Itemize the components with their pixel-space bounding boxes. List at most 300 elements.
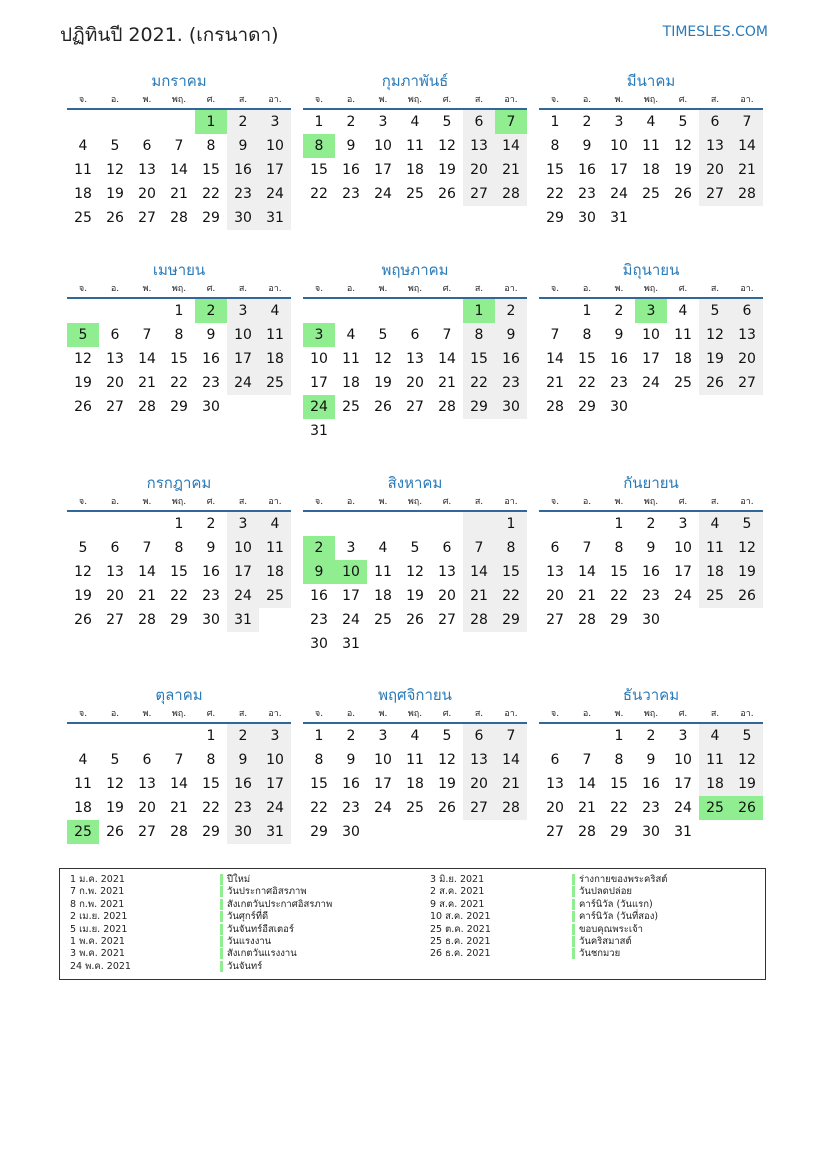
day-cell[interactable]: 21 [495,772,527,796]
day-cell[interactable]: 4 [378,540,388,556]
day-cell[interactable]: 26 [374,399,392,415]
day-cell[interactable]: 30 [202,399,220,415]
day-cell[interactable]: 10 [374,138,392,154]
day-cell[interactable]: 16 [495,347,527,371]
day-cell[interactable]: 20 [138,800,156,816]
day-cell[interactable]: 27 [138,210,156,226]
day-cell[interactable]: 5 [410,540,420,556]
day-cell[interactable]: 21 [170,186,188,202]
day-cell[interactable]: 31 [259,820,291,844]
day-cell[interactable]: 30 [610,399,628,415]
day-cell[interactable]: 19 [406,588,424,604]
day-cell[interactable]: 15 [610,776,628,792]
day-cell[interactable]: 6 [142,138,152,154]
day-cell[interactable]: 17 [610,162,628,178]
day-cell[interactable]: 7 [731,110,763,134]
day-cell[interactable]: 14 [495,134,527,158]
day-cell[interactable]: 1 [614,728,624,744]
day-cell[interactable]: 18 [699,772,731,796]
day-cell[interactable]: 13 [406,351,424,367]
day-cell[interactable]: 4 [678,303,688,319]
day-cell[interactable]: 30 [227,820,259,844]
day-cell[interactable]: 5 [731,724,763,748]
day-cell[interactable]: 17 [674,564,692,580]
day-cell[interactable]: 15 [170,564,188,580]
day-cell[interactable]: 9 [346,138,356,154]
day-cell[interactable]: 12 [731,748,763,772]
day-cell[interactable]: 13 [438,564,456,580]
day-cell[interactable]: 25 [642,186,660,202]
day-cell[interactable]: 13 [731,323,763,347]
day-cell[interactable]: 19 [674,162,692,178]
day-cell[interactable]: 16 [578,162,596,178]
day-cell[interactable]: 1 [174,516,184,532]
day-cell[interactable]: 25 [699,584,731,608]
day-cell[interactable]: 28 [578,612,596,628]
day-cell[interactable]: 7 [550,327,560,343]
day-cell[interactable]: 10 [610,138,628,154]
day-cell[interactable]: 22 [495,584,527,608]
day-cell[interactable]: 26 [699,371,731,395]
day-cell[interactable]: 14 [170,162,188,178]
day-cell[interactable]: 31 [342,636,360,652]
day-cell[interactable]: 20 [106,375,124,391]
day-cell[interactable]: 5 [378,327,388,343]
day-cell[interactable]: 25 [259,371,291,395]
day-cell[interactable]: 11 [74,162,92,178]
day-cell[interactable]: 26 [731,584,763,608]
day-cell[interactable]: 21 [731,158,763,182]
day-cell[interactable]: 9 [614,327,624,343]
day-cell[interactable]: 20 [106,588,124,604]
day-cell[interactable]: 28 [138,399,156,415]
day-cell[interactable]: 12 [74,351,92,367]
day-cell[interactable]: 19 [374,375,392,391]
day-cell[interactable]: 26 [438,800,456,816]
day-cell[interactable]: 6 [699,110,731,134]
day-cell[interactable]: 17 [674,776,692,792]
day-cell[interactable]: 19 [731,560,763,584]
day-cell[interactable]: 25 [374,612,392,628]
day-cell[interactable]: 17 [259,772,291,796]
day-cell[interactable]: 23 [642,588,660,604]
day-cell[interactable]: 2 [206,516,216,532]
day-cell[interactable]: 23 [342,186,360,202]
day-cell[interactable]: 25 [67,820,99,844]
day-cell[interactable]: 13 [699,134,731,158]
day-cell[interactable]: 12 [374,351,392,367]
day-cell[interactable]: 13 [546,564,564,580]
day-cell[interactable]: 7 [495,110,527,134]
day-cell[interactable]: 8 [206,138,216,154]
day-cell[interactable]: 8 [495,536,527,560]
day-cell[interactable]: 9 [582,138,592,154]
day-cell[interactable]: 17 [642,351,660,367]
day-cell[interactable]: 4 [78,138,88,154]
day-cell[interactable]: 6 [550,752,560,768]
day-cell[interactable]: 11 [74,776,92,792]
day-cell[interactable]: 6 [442,540,452,556]
day-cell[interactable]: 7 [495,724,527,748]
day-cell[interactable]: 24 [642,375,660,391]
day-cell[interactable]: 31 [674,824,692,840]
day-cell[interactable]: 5 [678,114,688,130]
day-cell[interactable]: 13 [106,564,124,580]
day-cell[interactable]: 20 [731,347,763,371]
day-cell[interactable]: 23 [202,588,220,604]
day-cell[interactable]: 25 [406,186,424,202]
day-cell[interactable]: 25 [406,800,424,816]
day-cell[interactable]: 3 [378,728,388,744]
day-cell[interactable]: 15 [310,162,328,178]
day-cell[interactable]: 18 [642,162,660,178]
day-cell[interactable]: 7 [582,540,592,556]
day-cell[interactable]: 21 [578,588,596,604]
day-cell[interactable]: 3 [227,512,259,536]
day-cell[interactable]: 12 [674,138,692,154]
day-cell[interactable]: 24 [227,584,259,608]
day-cell[interactable]: 5 [110,752,120,768]
day-cell[interactable]: 28 [495,182,527,206]
day-cell[interactable]: 2 [582,114,592,130]
day-cell[interactable]: 21 [170,800,188,816]
day-cell[interactable]: 11 [406,138,424,154]
day-cell[interactable]: 21 [463,584,495,608]
day-cell[interactable]: 28 [438,399,456,415]
day-cell[interactable]: 10 [227,536,259,560]
day-cell[interactable]: 3 [614,114,624,130]
day-cell[interactable]: 30 [578,210,596,226]
day-cell[interactable]: 13 [463,134,495,158]
day-cell[interactable]: 11 [699,748,731,772]
day-cell[interactable]: 14 [546,351,564,367]
day-cell[interactable]: 2 [346,728,356,744]
day-cell[interactable]: 27 [106,612,124,628]
day-cell[interactable]: 8 [614,752,624,768]
day-cell[interactable]: 1 [495,512,527,536]
day-cell[interactable]: 30 [342,824,360,840]
day-cell[interactable]: 3 [259,110,291,134]
day-cell[interactable]: 22 [202,800,220,816]
day-cell[interactable]: 16 [642,564,660,580]
day-cell[interactable]: 17 [310,375,328,391]
day-cell[interactable]: 16 [202,564,220,580]
day-cell[interactable]: 17 [227,560,259,584]
day-cell[interactable]: 10 [227,323,259,347]
day-cell[interactable]: 2 [346,114,356,130]
day-cell[interactable]: 10 [310,351,328,367]
day-cell[interactable]: 30 [642,824,660,840]
day-cell[interactable]: 19 [438,776,456,792]
day-cell[interactable]: 10 [674,752,692,768]
day-cell[interactable]: 11 [674,327,692,343]
day-cell[interactable]: 3 [227,299,259,323]
day-cell[interactable]: 17 [342,588,360,604]
day-cell[interactable]: 3 [678,728,688,744]
day-cell[interactable]: 27 [546,824,564,840]
day-cell[interactable]: 6 [110,327,120,343]
day-cell[interactable]: 12 [438,138,456,154]
day-cell[interactable]: 5 [78,540,88,556]
day-cell[interactable]: 10 [259,748,291,772]
day-cell[interactable]: 4 [699,724,731,748]
day-cell[interactable]: 6 [550,540,560,556]
day-cell[interactable]: 24 [374,186,392,202]
day-cell[interactable]: 15 [610,564,628,580]
day-cell[interactable]: 16 [642,776,660,792]
day-cell[interactable]: 18 [674,351,692,367]
day-cell[interactable]: 5 [110,138,120,154]
day-cell[interactable]: 27 [699,182,731,206]
day-cell[interactable]: 14 [731,134,763,158]
day-cell[interactable]: 25 [342,399,360,415]
day-cell[interactable]: 16 [610,351,628,367]
day-cell[interactable]: 8 [174,327,184,343]
day-cell[interactable]: 19 [699,347,731,371]
day-cell[interactable]: 9 [206,327,216,343]
day-cell[interactable]: 3 [635,299,667,323]
day-cell[interactable]: 29 [610,612,628,628]
day-cell[interactable]: 31 [259,206,291,230]
day-cell[interactable]: 24 [259,182,291,206]
day-cell[interactable]: 21 [546,375,564,391]
day-cell[interactable]: 11 [406,752,424,768]
day-cell[interactable]: 23 [342,800,360,816]
day-cell[interactable]: 28 [138,612,156,628]
day-cell[interactable]: 13 [106,351,124,367]
day-cell[interactable]: 1 [206,728,216,744]
day-cell[interactable]: 11 [699,536,731,560]
day-cell[interactable]: 23 [578,186,596,202]
day-cell[interactable]: 4 [410,728,420,744]
day-cell[interactable]: 22 [610,588,628,604]
day-cell[interactable]: 17 [374,162,392,178]
day-cell[interactable]: 19 [74,588,92,604]
day-cell[interactable]: 12 [406,564,424,580]
day-cell[interactable]: 12 [438,752,456,768]
day-cell[interactable]: 26 [406,612,424,628]
day-cell[interactable]: 27 [106,399,124,415]
day-cell[interactable]: 10 [259,134,291,158]
day-cell[interactable]: 14 [138,351,156,367]
day-cell[interactable]: 11 [342,351,360,367]
day-cell[interactable]: 27 [406,399,424,415]
day-cell[interactable]: 22 [170,588,188,604]
day-cell[interactable]: 1 [174,303,184,319]
day-cell[interactable]: 3 [303,323,335,347]
day-cell[interactable]: 13 [138,162,156,178]
day-cell[interactable]: 5 [699,299,731,323]
day-cell[interactable]: 9 [227,134,259,158]
day-cell[interactable]: 7 [174,752,184,768]
day-cell[interactable]: 22 [310,800,328,816]
day-cell[interactable]: 28 [463,608,495,632]
day-cell[interactable]: 6 [110,540,120,556]
day-cell[interactable]: 12 [74,564,92,580]
day-cell[interactable]: 23 [642,800,660,816]
day-cell[interactable]: 7 [582,752,592,768]
day-cell[interactable]: 8 [174,540,184,556]
day-cell[interactable]: 5 [67,323,99,347]
day-cell[interactable]: 6 [731,299,763,323]
day-cell[interactable]: 15 [546,162,564,178]
day-cell[interactable]: 29 [463,395,495,419]
day-cell[interactable]: 14 [138,564,156,580]
day-cell[interactable]: 24 [342,612,360,628]
day-cell[interactable]: 18 [259,347,291,371]
day-cell[interactable]: 20 [406,375,424,391]
day-cell[interactable]: 26 [106,824,124,840]
day-cell[interactable]: 30 [642,612,660,628]
day-cell[interactable]: 17 [227,347,259,371]
day-cell[interactable]: 31 [310,423,328,439]
day-cell[interactable]: 18 [406,162,424,178]
day-cell[interactable]: 1 [314,728,324,744]
day-cell[interactable]: 11 [259,323,291,347]
day-cell[interactable]: 19 [106,186,124,202]
day-cell[interactable]: 29 [310,824,328,840]
day-cell[interactable]: 31 [227,608,259,632]
day-cell[interactable]: 16 [227,158,259,182]
day-cell[interactable]: 21 [138,588,156,604]
day-cell[interactable]: 11 [374,564,392,580]
day-cell[interactable]: 9 [495,323,527,347]
day-cell[interactable]: 11 [642,138,660,154]
day-cell[interactable]: 6 [463,110,495,134]
day-cell[interactable]: 8 [463,323,495,347]
day-cell[interactable]: 22 [310,186,328,202]
day-cell[interactable]: 26 [438,186,456,202]
day-cell[interactable]: 27 [438,612,456,628]
day-cell[interactable]: 23 [495,371,527,395]
day-cell[interactable]: 17 [374,776,392,792]
day-cell[interactable]: 27 [138,824,156,840]
day-cell[interactable]: 21 [495,158,527,182]
day-cell[interactable]: 4 [78,752,88,768]
day-cell[interactable]: 1 [550,114,560,130]
day-cell[interactable]: 24 [259,796,291,820]
day-cell[interactable]: 8 [314,752,324,768]
day-cell[interactable]: 29 [170,399,188,415]
day-cell[interactable]: 20 [546,588,564,604]
day-cell[interactable]: 18 [406,776,424,792]
day-cell[interactable]: 6 [142,752,152,768]
day-cell[interactable]: 2 [195,299,227,323]
day-cell[interactable]: 9 [303,560,335,584]
day-cell[interactable]: 30 [227,206,259,230]
day-cell[interactable]: 13 [138,776,156,792]
day-cell[interactable]: 13 [463,748,495,772]
day-cell[interactable]: 23 [310,612,328,628]
day-cell[interactable]: 10 [374,752,392,768]
day-cell[interactable]: 18 [374,588,392,604]
day-cell[interactable]: 22 [610,800,628,816]
day-cell[interactable]: 14 [495,748,527,772]
day-cell[interactable]: 1 [463,299,495,323]
day-cell[interactable]: 8 [550,138,560,154]
day-cell[interactable]: 4 [646,114,656,130]
day-cell[interactable]: 28 [731,182,763,206]
day-cell[interactable]: 7 [174,138,184,154]
day-cell[interactable]: 20 [463,158,495,182]
day-cell[interactable]: 24 [674,588,692,604]
day-cell[interactable]: 12 [699,323,731,347]
day-cell[interactable]: 28 [578,824,596,840]
day-cell[interactable]: 28 [495,796,527,820]
day-cell[interactable]: 20 [546,800,564,816]
day-cell[interactable]: 9 [346,752,356,768]
day-cell[interactable]: 14 [438,351,456,367]
day-cell[interactable]: 7 [463,536,495,560]
day-cell[interactable]: 12 [106,162,124,178]
day-cell[interactable]: 29 [495,608,527,632]
day-cell[interactable]: 5 [442,728,452,744]
day-cell[interactable]: 20 [138,186,156,202]
day-cell[interactable]: 23 [610,375,628,391]
day-cell[interactable]: 14 [578,564,596,580]
day-cell[interactable]: 19 [74,375,92,391]
day-cell[interactable]: 28 [546,399,564,415]
day-cell[interactable]: 21 [578,800,596,816]
day-cell[interactable]: 1 [614,516,624,532]
day-cell[interactable]: 19 [438,162,456,178]
day-cell[interactable]: 28 [170,210,188,226]
day-cell[interactable]: 23 [227,796,259,820]
site-name-link[interactable]: TIMESLES.COM [662,24,768,40]
day-cell[interactable]: 22 [578,375,596,391]
day-cell[interactable]: 30 [202,612,220,628]
day-cell[interactable]: 4 [699,512,731,536]
day-cell[interactable]: 8 [206,752,216,768]
day-cell[interactable]: 27 [731,371,763,395]
day-cell[interactable]: 24 [303,395,335,419]
day-cell[interactable]: 22 [202,186,220,202]
day-cell[interactable]: 4 [259,512,291,536]
day-cell[interactable]: 29 [202,824,220,840]
day-cell[interactable]: 26 [106,210,124,226]
day-cell[interactable]: 25 [699,796,731,820]
day-cell[interactable]: 18 [342,375,360,391]
day-cell[interactable]: 3 [678,516,688,532]
day-cell[interactable]: 18 [74,186,92,202]
day-cell[interactable]: 18 [259,560,291,584]
day-cell[interactable]: 20 [463,772,495,796]
day-cell[interactable]: 16 [310,588,328,604]
day-cell[interactable]: 15 [310,776,328,792]
day-cell[interactable]: 27 [463,182,495,206]
day-cell[interactable]: 31 [610,210,628,226]
day-cell[interactable]: 20 [438,588,456,604]
day-cell[interactable]: 26 [74,612,92,628]
day-cell[interactable]: 9 [227,748,259,772]
day-cell[interactable]: 5 [442,114,452,130]
day-cell[interactable]: 18 [699,560,731,584]
day-cell[interactable]: 4 [346,327,356,343]
day-cell[interactable]: 24 [227,371,259,395]
day-cell[interactable]: 20 [699,158,731,182]
day-cell[interactable]: 3 [346,540,356,556]
day-cell[interactable]: 8 [614,540,624,556]
day-cell[interactable]: 29 [546,210,564,226]
day-cell[interactable]: 11 [259,536,291,560]
day-cell[interactable]: 29 [170,612,188,628]
day-cell[interactable]: 15 [495,560,527,584]
day-cell[interactable]: 26 [74,399,92,415]
day-cell[interactable]: 28 [170,824,188,840]
day-cell[interactable]: 29 [578,399,596,415]
day-cell[interactable]: 12 [106,776,124,792]
day-cell[interactable]: 26 [731,796,763,820]
